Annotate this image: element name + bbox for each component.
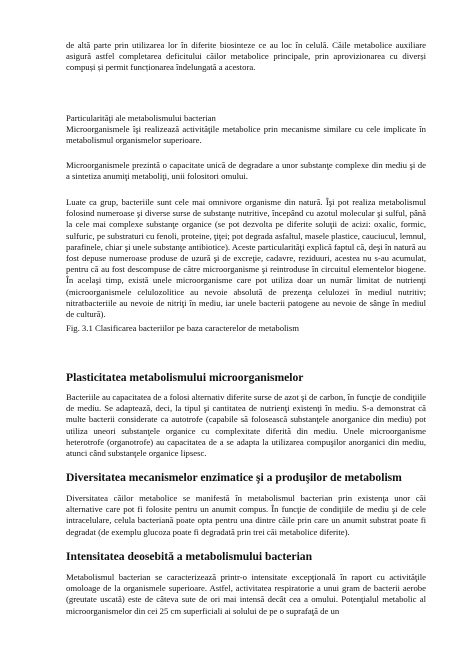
figure-caption: Fig. 3.1 Clasificarea bacteriilor pe baza caracterelor de metabolism: [66, 323, 300, 333]
heading-intensity: Intensitatea deosebită a metabolismului bacterian: [66, 550, 313, 563]
paragraph-group: Luate ca grup, bacteriile sunt cele mai omnivore organisme din natură. Îşi pot realiza metabolismul folosind numeroase şi diverse surse de substanţe nutritive, începând cu azotul molecular şi sulful, până la cele mai complexe substanţe organice (se pot dezvolta pe diferite soluţii de acizi: oxalic, formic, sulfuric, pe substraturi cu fenoli, proteine, ţiţei; pot degrada asfaltul, masele plastice, cauciucul, lemnul, parafinele, chiar şi unele substanţe antibiotice). Aceste particularităţi explică faptul că, deşi în natură au fost depuse numeroase produse de uzură şi de excreţie, cadavre, reziduuri, acestea nu s-au acumulat, pentru că au fost descompuse de către microorganisme şi reintroduse în circuitul elementelor biogene. În acelaşi timp, există unele microorganisme care pot utiliza doar un număr limitat de nutrienţi (microorganismele celulozolitice au nevoie absolută de prezenţa celulozei în mediul nutritiv; nitratbacteriile au nevoie de nitriţi în mediu, iar unele bacterii patogene au nevoie de sânge în mediul de cultură).: [66, 197, 426, 320]
intro-paragraph: de altă parte prin utilizarea lor în diferite biosinteze ce au loc în celulă. Căile metabolice auxiliare asigură astfel completarea deficitului căilor metabolice principale, prin aprovizionarea cu diverși compuși și permit funcționarea îndelungată a acestora.: [66, 40, 426, 73]
heading-diversity: Diversitatea mecanismelor enzimatice şi a produşilor de metabolism: [66, 471, 402, 484]
section-title: Particularităţi ale metabolismului bacterian: [66, 113, 216, 123]
paragraph-intensity: Metabolismul bacterian se caracterizează printr-o intensitate excepţională în raport cu activităţile omoloage de la organismele superioare. Astfel, activitatea respiratorie a unui gram de bacterii aerobe (greutate uscată) este de câteva sute de ori mai intensă decât cea a omului. Potenţialul metabolic al microorganismelor din cei 25 cm superficiali ai solului de pe o suprafaţă de un: [66, 572, 426, 616]
paragraph-plasticity: Bacteriile au capacitatea de a folosi alternativ diferite surse de azot şi de carbon, în funcţie de condiţiile de mediu. Se adaptează, deci, la tipul şi cantitatea de nutrienţi existenţi în mediu. S-a demonstrat că multe bacterii considerate ca autotrofe (capabile să folosească substanţele anorganice din mediu) pot utiliza uneori substanţele organice cu complexitate diferită din mediu. Unele microorganisme heterotrofe (organotrofe) au capacitatea de a se adapta la utilizarea compuşilor anorganici din mediu, atunci când substanţele organice lipsesc.: [66, 392, 426, 459]
heading-plasticity: Plasticitatea metabolismului microorganismelor: [66, 371, 304, 384]
section-intro: Microorganismele îşi realizează activităţile metabolice prin mecanisme similare cu cele implicate în metabolismul organismelor superioare.: [66, 124, 426, 146]
paragraph-degradation: Microorganismele prezintă o capacitate unică de degradare a unor substanţe complexe din mediu şi de a sintetiza anumiţi metaboliţi, unii folositori omului.: [66, 160, 426, 182]
paragraph-diversity: Diversitatea căilor metabolice se manifestă în metabolismul bacterian prin existenţa unor căi alternative care pot fi folosite pentru un anumit compus. În funcţie de condiţiile de mediu şi de cele intracelulare, celula bacteriană poate opta pentru una dintre căile prin care un anumit substrat poate fi degradat (de exemplu glucoza poate fi degradată prin trei căi metabolice diferite).: [66, 493, 426, 537]
